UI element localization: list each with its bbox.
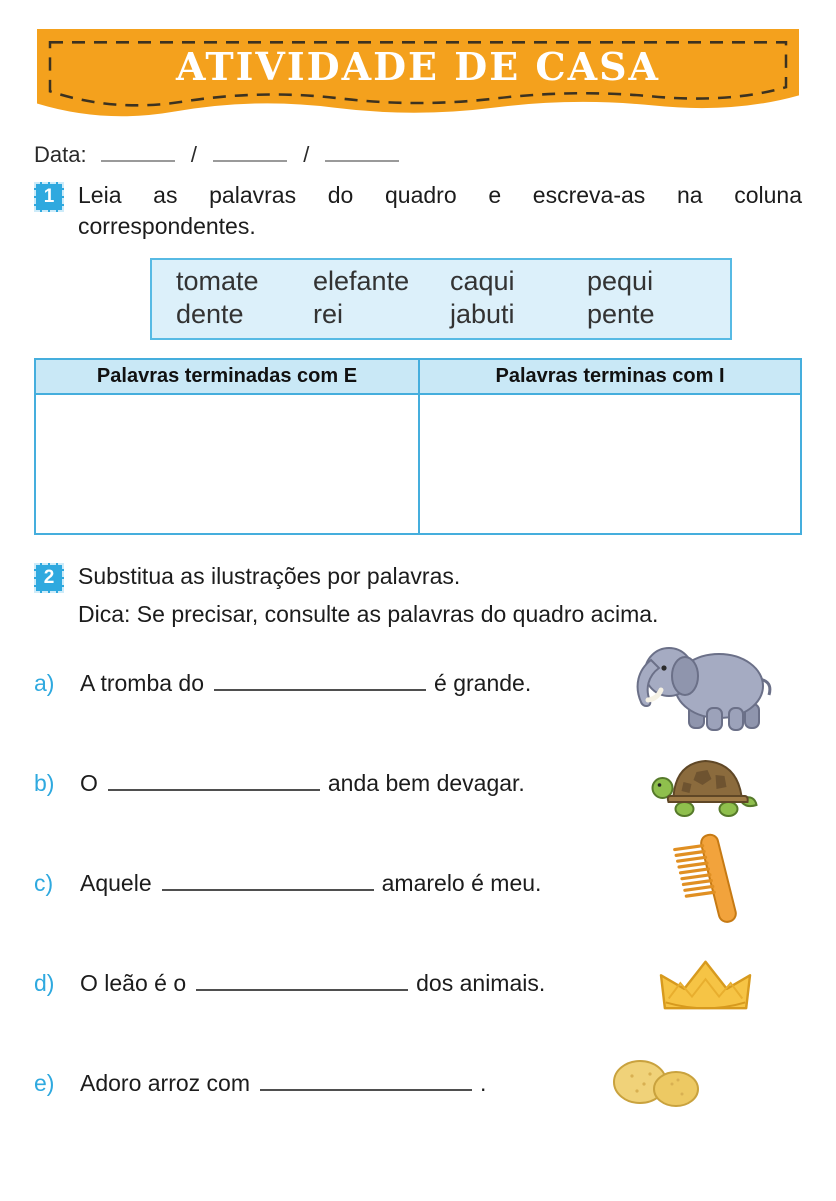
question-1-text-line2: correspondentes. xyxy=(78,213,256,240)
answer-table-body-row xyxy=(36,395,800,533)
sentence-c xyxy=(34,870,610,897)
question-2-number: 2 xyxy=(43,566,55,588)
page-title: ATIVIDADE DE CASA xyxy=(175,44,661,89)
question-1 xyxy=(34,180,802,242)
sentence-a xyxy=(34,670,610,697)
answer-cell-i xyxy=(418,395,800,533)
item-letter: d) xyxy=(34,970,55,997)
date-separator: / xyxy=(190,142,197,167)
item-letter: c) xyxy=(34,870,54,897)
date-label: Data: xyxy=(34,142,87,167)
exercise-item-c xyxy=(34,838,802,930)
question-2-number-badge xyxy=(34,563,64,593)
sentence-e xyxy=(34,1070,610,1097)
sentence-after: anda bem devagar. xyxy=(327,770,525,797)
crown-image xyxy=(610,954,802,1014)
word-box xyxy=(150,258,732,340)
item-letter: e) xyxy=(34,1070,55,1097)
question-2-text: Substitua as ilustrações por palavras. xyxy=(78,562,461,589)
exercise-items xyxy=(34,638,802,1130)
exercise-item-b xyxy=(34,738,802,830)
sentence-d xyxy=(34,970,610,997)
sentence-after: é grande. xyxy=(434,670,532,697)
date-separator: / xyxy=(303,142,310,167)
sentence-before: Aquele xyxy=(80,870,152,897)
date-line xyxy=(34,142,802,168)
question-1-text-line1: Leia as palavras do quadro e escreva-as na coluna xyxy=(78,182,802,208)
exercise-item-d xyxy=(34,938,802,1030)
question-2 xyxy=(34,561,802,593)
answer-table xyxy=(34,358,802,535)
turtle-image xyxy=(610,748,802,820)
sentence-before: O xyxy=(80,770,98,797)
title-banner xyxy=(34,26,802,128)
sentence-after: . xyxy=(480,1070,487,1097)
question-2-hint: Dica: Se precisar, consulte as palavras do quadro acima. xyxy=(78,600,659,627)
word-box-word: rei xyxy=(313,299,344,330)
answer-blank xyxy=(108,771,320,792)
sentence-after: dos animais. xyxy=(416,970,546,997)
exercise-item-a xyxy=(34,638,802,730)
answer-blank xyxy=(214,671,426,692)
word-box-word: pequi xyxy=(587,266,654,297)
word-box-word: elefante xyxy=(313,266,410,297)
sentence-before: O leão é o xyxy=(80,970,187,997)
answer-blank xyxy=(260,1071,472,1092)
word-box-word: jabuti xyxy=(450,299,515,330)
question-1-number: 1 xyxy=(43,186,55,207)
sentence-before: Adoro arroz com xyxy=(80,1070,251,1097)
pequi-image xyxy=(610,1056,802,1111)
date-blank-year xyxy=(325,143,399,162)
sentence-b xyxy=(34,770,610,797)
date-blank-day xyxy=(101,143,175,162)
exercise-item-e xyxy=(34,1038,802,1130)
question-1-text xyxy=(78,180,802,242)
question-1-number-badge xyxy=(34,182,64,212)
item-letter: b) xyxy=(34,770,55,797)
sentence-after: amarelo é meu. xyxy=(381,870,542,897)
answer-table-header-row xyxy=(36,360,800,395)
word-box-word: tomate xyxy=(176,266,259,297)
elephant-image xyxy=(610,634,802,734)
date-blank-month xyxy=(213,143,287,162)
sentence-before: A tromba do xyxy=(80,670,205,697)
table-header-e: Palavras terminadas com E xyxy=(36,360,418,395)
answer-blank xyxy=(196,971,408,992)
comb-image xyxy=(610,834,802,934)
answer-cell-e xyxy=(36,395,418,533)
word-box-word: pente xyxy=(587,299,655,330)
word-box-word: dente xyxy=(176,299,244,330)
item-letter: a) xyxy=(34,670,55,697)
table-header-i: Palavras terminas com I xyxy=(418,360,800,395)
answer-blank xyxy=(162,871,374,892)
word-box-word: caqui xyxy=(450,266,515,297)
